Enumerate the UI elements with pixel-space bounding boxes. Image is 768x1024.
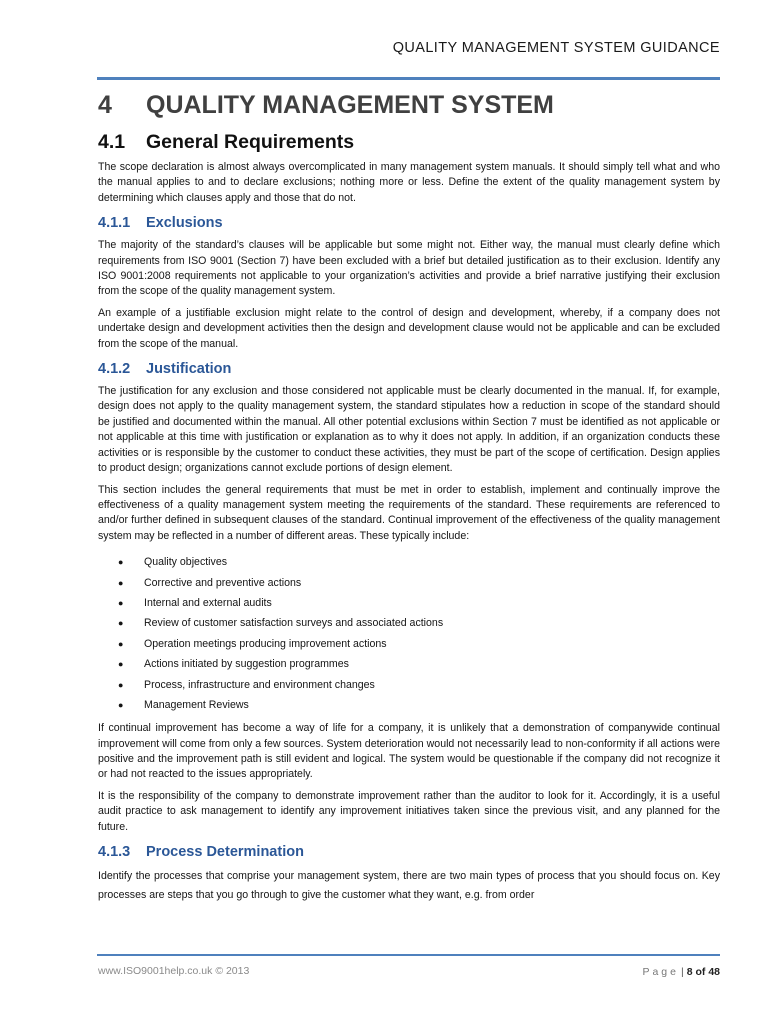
section-heading — [98, 86, 720, 124]
list-item — [98, 573, 720, 593]
justification-paragraph-1: The justification for any exclusion and those considered not applicable must be clearly documented in the manual. If, for example, design does not apply to the quality management system, the standard stipulates how a reduction in scope of the standard should be justified and documented within the manual. All other potential exclusions within Section 7 must be identified as not applicable or not applicable at this time with justification or explanation as to why it does not apply. In addition, if an organization conducts these activities or is responsible by the customer to conduct these activities, they must be part of the scope of certification. Design applies to product design; organizations cannot exclude portions of design element. — [98, 385, 720, 475]
improvement-areas-list — [98, 552, 720, 715]
list-item — [98, 634, 720, 654]
exclusions-number: 4.1.1 — [98, 215, 131, 232]
justification-paragraph-2: This section includes the general requirements that must be met in order to establish, implement and continually improve the effectiveness of a quality management system meeting the requirements of the standard. These requirements are referenced to and/or further defined in subsequent clauses of the standard. Continual improvement of the effectiveness of the quality management system may be reflected in a number of different areas. These typically include: — [98, 483, 720, 542]
general-requirements-paragraph: The scope declaration is almost always overcomplicated in many management system manuals. It should simply tell what and who the manual applies to and to declare exclusions; nothing more or less. Define the extent of the quality management system by determining which clauses apply and those that do not. — [98, 161, 720, 204]
justification-number: 4.1.2 — [98, 361, 131, 378]
list-item-label: Quality objectives — [144, 556, 228, 569]
exclusions-heading — [98, 212, 720, 234]
bullet-icon: ● — [118, 598, 124, 609]
subsection-title: General Requirements — [146, 131, 355, 153]
list-item — [98, 593, 720, 613]
subsection-heading — [98, 128, 720, 156]
list-item — [98, 552, 720, 572]
list-item-label: Process, infrastructure and environment changes — [144, 678, 375, 691]
subsection-number: 4.1 — [98, 131, 126, 153]
header-divider — [97, 77, 720, 80]
bullet-icon: ● — [118, 700, 124, 711]
document-body — [98, 86, 720, 904]
process-determination-number: 4.1.3 — [98, 844, 131, 861]
bullet-icon: ● — [118, 618, 124, 629]
list-item-label: Actions initiated by suggestion programmes — [144, 658, 349, 671]
list-item — [98, 695, 720, 715]
bullet-icon: ● — [118, 659, 124, 670]
justification-title: Justification — [146, 361, 232, 378]
bullet-icon: ● — [118, 638, 124, 649]
footer-page-indicator — [642, 966, 720, 978]
bullet-icon: ● — [118, 557, 124, 568]
list-item-label: Internal and external audits — [144, 597, 272, 610]
list-item — [98, 654, 720, 674]
footer-website: www.ISO9001help.co.uk © 2013 — [98, 965, 250, 977]
exclusions-paragraph-1: The majority of the standard’s clauses will be applicable but some might not. Either way, the manual must clearly define which requirements from ISO 9001 (Section 7) have been excluded with a brief but detailed justification as to their exclusion. Identify any ISO 9001:2008 requirements not applicable to your organization’s activities and provide a brief narrative justifying their exclusion from the scope of the quality management system. — [98, 239, 720, 298]
list-item — [98, 613, 720, 633]
justification-paragraph-4: It is the responsibility of the company to demonstrate improvement rather than the auditor to look for it. Accordingly, it is a useful audit practice to ask management to identify any improvement initiatives taken since the previous visit, and any planned for the future. — [98, 789, 720, 833]
justification-paragraph-3: If continual improvement has become a way of life for a company, it is unlikely that a demonstration of companywide continual improvement will come from only a few sources. System deterioration would not necessarily lead to non-conformity if all actions were positive and the improvement path is still evident and logical. The system would be questionable if the company did not recognize it or had not reacted to the issues appropriately. — [98, 722, 720, 781]
list-item-label: Review of customer satisfaction surveys and associated actions — [144, 617, 444, 630]
process-determination-paragraph: Identify the processes that comprise your management system, there are two main types of process that you should focus on. Key processes are steps that you go through to give the customer what they want, e.g. from order — [98, 870, 720, 901]
running-header-title: QUALITY MANAGEMENT SYSTEM GUIDANCE — [392, 40, 720, 56]
justification-heading — [98, 358, 720, 380]
page-word: Page — [642, 966, 679, 978]
process-determination-title: Process Determination — [146, 844, 304, 861]
process-determination-heading — [98, 841, 720, 863]
footer-divider — [97, 954, 720, 956]
exclusions-title: Exclusions — [146, 215, 223, 232]
bullet-icon: ● — [118, 679, 124, 690]
page-separator: | — [681, 966, 684, 978]
list-item-label: Corrective and preventive actions — [144, 576, 302, 589]
list-item-label: Operation meetings producing improvement actions — [144, 637, 387, 650]
section-number: 4 — [98, 91, 112, 119]
list-item-label: Management Reviews — [144, 699, 249, 712]
section-title: QUALITY MANAGEMENT SYSTEM — [146, 91, 554, 119]
bullet-icon: ● — [118, 577, 124, 588]
page-number: 8 of 48 — [686, 966, 720, 978]
exclusions-paragraph-2: An example of a justifiable exclusion might relate to the control of design and development, whereby, if a company does not undertake design and development activities then the design and development clause would not be applicable and can be excluded from the scope of the manual. — [98, 306, 720, 350]
list-item — [98, 674, 720, 694]
